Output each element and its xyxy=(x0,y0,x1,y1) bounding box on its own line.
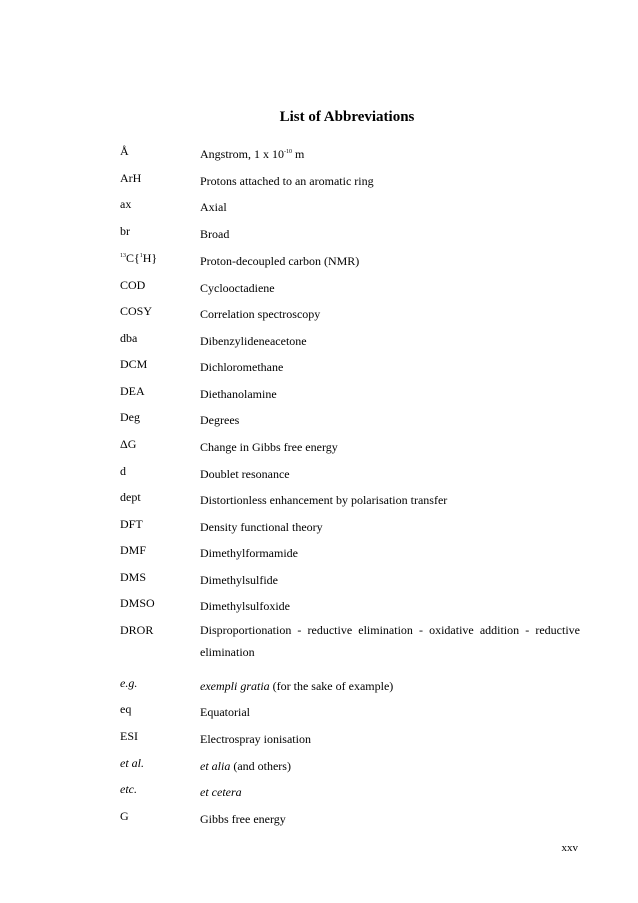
abbreviation-row xyxy=(120,595,580,617)
abbreviation-row xyxy=(120,781,580,803)
abbreviation-definition: Cyclooctadiene xyxy=(200,281,275,295)
abbreviation-definition: Density functional theory xyxy=(200,520,323,534)
abbreviation-term: e.g. xyxy=(120,676,138,690)
abbreviation-definition: Distortionless enhancement by polarisation transfer xyxy=(200,493,448,507)
abbreviation-definition: exempli gratia (for the sake of example) xyxy=(200,679,394,693)
abbreviation-definition: et alia (and others) xyxy=(200,759,291,773)
abbreviation-definition: Angstrom, 1 x $10^{-10}$ m xyxy=(200,147,305,161)
abbreviation-term: et al. xyxy=(120,756,144,770)
abbreviation-term: DCM xyxy=(120,357,148,371)
abbreviation-row-angstrom xyxy=(120,143,580,165)
abbreviation-term: Deg xyxy=(120,410,140,424)
abbreviation-row xyxy=(120,330,580,352)
abbreviation-row xyxy=(120,223,580,245)
page-title: List of Abbreviations xyxy=(279,109,415,125)
abbreviation-row xyxy=(120,303,580,325)
abbreviation-definition: Gibbs free energy xyxy=(200,812,286,826)
abbreviation-definition: Dimethylsulfoxide xyxy=(200,599,290,613)
abbreviation-term: DMSO xyxy=(120,596,155,610)
abbreviation-row xyxy=(120,808,580,830)
abbreviation-definition: et cetera xyxy=(200,785,242,799)
abbreviation-row xyxy=(120,196,580,218)
abbreviation-row xyxy=(120,542,580,564)
abbreviation-definition: Degrees xyxy=(200,413,240,427)
abbreviation-definition: Axial xyxy=(200,200,227,214)
abbreviation-definition: Dimethylformamide xyxy=(200,546,298,560)
abbreviation-definition: Electrospray ionisation xyxy=(200,732,311,746)
abbreviation-definition: Broad xyxy=(200,227,230,241)
abbreviation-term: DMF xyxy=(120,543,147,557)
abbreviation-term: etc. xyxy=(120,782,137,796)
abbreviation-term: ax xyxy=(120,197,132,211)
abbreviation-row xyxy=(120,170,580,192)
abbreviation-term: dept xyxy=(120,490,141,504)
abbreviation-row xyxy=(120,755,580,777)
abbreviation-row xyxy=(120,383,580,405)
abbreviation-row-carbon13 xyxy=(120,250,580,272)
abbreviation-definition: Equatorial xyxy=(200,705,250,719)
abbreviation-term: DMS xyxy=(120,570,147,584)
abbreviation-definition: Dibenzylideneacetone xyxy=(200,334,307,348)
abbreviation-row xyxy=(120,356,580,378)
abbreviation-row xyxy=(120,569,580,591)
page-number: xxv xyxy=(561,842,578,854)
abbreviation-row xyxy=(120,675,580,697)
abbreviation-definition: Dimethylsulfide xyxy=(200,573,278,587)
abbreviation-term: DFT xyxy=(120,517,143,531)
abbreviation-definition: Diethanolamine xyxy=(200,387,277,401)
abbreviation-term: COD xyxy=(120,278,146,292)
abbreviation-definition: Proton-decoupled carbon (NMR) xyxy=(200,254,360,268)
abbreviation-row-dror xyxy=(120,622,580,663)
abbreviation-term: br xyxy=(120,224,130,238)
abbreviation-row xyxy=(120,489,580,511)
abbreviation-row xyxy=(120,463,580,485)
abbreviation-row xyxy=(120,409,580,431)
abbreviation-row xyxy=(120,436,580,458)
abbreviation-term: COSY xyxy=(120,304,153,318)
abbreviation-row xyxy=(120,516,580,538)
abbreviation-term: DEA xyxy=(120,384,145,398)
abbreviation-definition: Doublet resonance xyxy=(200,467,290,481)
abbreviation-definition: Correlation spectroscopy xyxy=(200,307,321,321)
abbreviation-definition: Change in Gibbs free energy xyxy=(200,440,338,454)
abbreviation-definition: Dichloromethane xyxy=(200,360,284,374)
abbreviation-term: $^{13}$C{$^1$H} xyxy=(120,251,158,265)
abbreviation-term: ΔG xyxy=(120,437,137,451)
abbreviation-row xyxy=(120,277,580,299)
abbreviation-term: dba xyxy=(120,331,138,345)
abbreviation-term: DROR xyxy=(120,623,154,637)
abbreviation-term: eq xyxy=(120,702,132,716)
abbreviation-term: d xyxy=(120,464,126,478)
abbreviation-definition: Protons attached to an aromatic ring xyxy=(200,174,374,188)
abbreviation-row xyxy=(120,728,580,750)
abbreviation-row xyxy=(120,701,580,723)
abbreviation-term: ESI xyxy=(120,729,138,743)
abbreviation-definition: Disproportionation - reductive elimination - oxidative addition - reductive elimination xyxy=(200,623,580,659)
abbreviation-term: G xyxy=(120,809,129,823)
abbreviation-term: Å xyxy=(120,144,129,158)
abbreviation-term: ArH xyxy=(120,171,142,185)
